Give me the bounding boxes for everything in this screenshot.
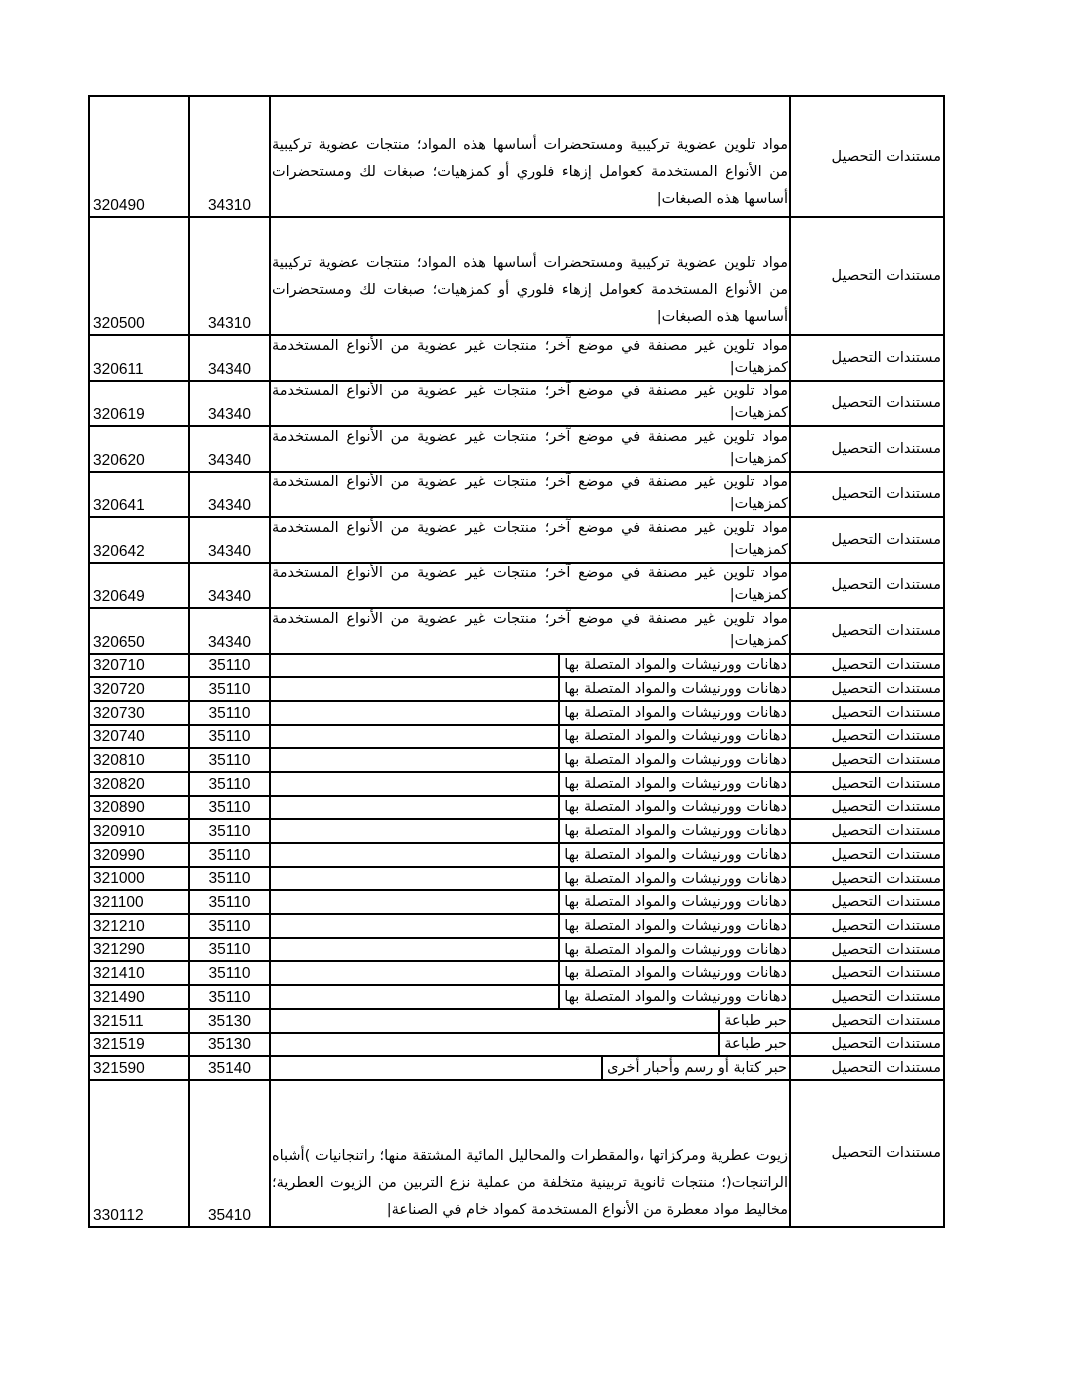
hs-code-cell: 320720 xyxy=(90,678,190,700)
description-cell xyxy=(271,218,791,334)
hs-code-cell: 321590 xyxy=(90,1057,190,1079)
table-row xyxy=(90,382,943,428)
document-type-cell xyxy=(791,655,943,677)
document-type-cell xyxy=(791,868,943,890)
description-cell xyxy=(271,1081,791,1226)
description-cell xyxy=(271,655,791,677)
hs-code-cell: 320620 xyxy=(90,427,190,471)
document-type-cell xyxy=(791,97,943,216)
description-text: مواد تلوين غير مصنفة في موضع آخر؛ منتجات غير عضوية من الأنواع المستخدمة كمزهيات | xyxy=(272,518,788,562)
description-text: دهانات وورنيشات والمواد المتصلة بها xyxy=(558,773,788,795)
hs-code-cell: 320820 xyxy=(90,773,190,795)
table-row xyxy=(90,939,943,963)
hs-code-cell: 321511 xyxy=(90,1010,190,1032)
category-code-cell: 35110 xyxy=(190,702,271,724)
description-cell xyxy=(271,986,791,1008)
hs-code-cell: 320642 xyxy=(90,518,190,562)
category-code-cell: 35140 xyxy=(190,1057,271,1079)
description-text: دهانات وورنيشات والمواد المتصلة بها xyxy=(558,702,788,724)
document-type-cell xyxy=(791,427,943,471)
table-row xyxy=(90,97,943,218)
document-type-text: مستندات التحصيل xyxy=(831,823,941,840)
document-type-cell xyxy=(791,986,943,1008)
document-type-text: مستندات التحصيل xyxy=(831,941,941,958)
table-row xyxy=(90,820,943,844)
category-code-cell: 34340 xyxy=(190,564,271,608)
description-text: دهانات وورنيشات والمواد المتصلة بها xyxy=(558,678,788,700)
description-cell xyxy=(271,915,791,937)
hs-code-cell: 320990 xyxy=(90,844,190,866)
description-cell xyxy=(271,1010,791,1032)
hs-code-cell: 321100 xyxy=(90,891,190,913)
document-type-text: مستندات التحصيل xyxy=(831,486,941,503)
category-code-cell: 34340 xyxy=(190,427,271,471)
category-code-cell: 35110 xyxy=(190,939,271,961)
table-row xyxy=(90,962,943,986)
document-type-cell xyxy=(791,939,943,961)
document-type-cell xyxy=(791,891,943,913)
category-code-cell: 34310 xyxy=(190,218,271,334)
description-cell xyxy=(271,518,791,562)
description-text: دهانات وورنيشات والمواد المتصلة بها xyxy=(558,726,788,748)
document-type-text: مستندات التحصيل xyxy=(831,704,941,721)
document-type-text: مستندات التحصيل xyxy=(831,775,941,792)
hs-code-cell: 320740 xyxy=(90,726,190,748)
hs-codes-table xyxy=(88,95,945,1228)
table-row xyxy=(90,1034,943,1058)
category-code-cell: 35110 xyxy=(190,868,271,890)
document-type-text: مستندات التحصيل xyxy=(831,440,941,457)
description-cell xyxy=(271,773,791,795)
category-code-cell: 34340 xyxy=(190,336,271,380)
category-code-cell: 35410 xyxy=(190,1081,271,1226)
document-type-text: مستندات التحصيل xyxy=(831,894,941,911)
hs-code-cell: 320611 xyxy=(90,336,190,380)
table-row xyxy=(90,336,943,382)
hs-code-cell: 321490 xyxy=(90,986,190,1008)
description-cell xyxy=(271,797,791,819)
document-type-cell xyxy=(791,915,943,937)
description-text: مواد تلوين غير مصنفة في موضع آخر؛ منتجات غير عضوية من الأنواع المستخدمة كمزهيات | xyxy=(272,427,788,471)
description-cell xyxy=(271,891,791,913)
description-cell xyxy=(271,1034,791,1056)
document-type-cell xyxy=(791,218,943,334)
document-type-text: مستندات التحصيل xyxy=(831,681,941,698)
description-text: حبر كتابة أو رسم وأحبار أخرى xyxy=(601,1057,788,1079)
table-row xyxy=(90,518,943,564)
table-row xyxy=(90,891,943,915)
description-text: دهانات وورنيشات والمواد المتصلة بها xyxy=(558,939,788,961)
document-type-text: مستندات التحصيل xyxy=(831,917,941,934)
table-row xyxy=(90,473,943,519)
document-type-text: مستندات التحصيل xyxy=(831,1012,941,1029)
document-type-text: مستندات التحصيل xyxy=(831,965,941,982)
table-row xyxy=(90,564,943,610)
hs-code-cell: 320890 xyxy=(90,797,190,819)
document-type-cell xyxy=(791,473,943,517)
category-code-cell: 35130 xyxy=(190,1034,271,1056)
document-type-cell xyxy=(791,962,943,984)
document-type-cell xyxy=(791,1081,943,1226)
category-code-cell: 35110 xyxy=(190,797,271,819)
document-type-cell xyxy=(791,820,943,842)
description-cell xyxy=(271,726,791,748)
table-row xyxy=(90,678,943,702)
document-type-text: مستندات التحصيل xyxy=(831,1060,941,1077)
description-cell xyxy=(271,868,791,890)
description-text: مواد تلوين غير مصنفة في موضع آخر؛ منتجات غير عضوية من الأنواع المستخدمة كمزهيات | xyxy=(272,564,788,608)
description-text: دهانات وورنيشات والمواد المتصلة بها xyxy=(558,749,788,771)
table-row xyxy=(90,1010,943,1034)
table-row xyxy=(90,868,943,892)
category-code-cell: 35110 xyxy=(190,678,271,700)
document-type-text: مستندات التحصيل xyxy=(831,622,941,639)
category-code-cell: 35110 xyxy=(190,749,271,771)
category-code-cell: 35110 xyxy=(190,986,271,1008)
category-code-cell: 35130 xyxy=(190,1010,271,1032)
description-cell xyxy=(271,564,791,608)
document-type-cell xyxy=(791,382,943,426)
description-cell xyxy=(271,820,791,842)
document-type-cell xyxy=(791,564,943,608)
description-cell xyxy=(271,702,791,724)
description-cell xyxy=(271,939,791,961)
category-code-cell: 34340 xyxy=(190,609,271,653)
hs-code-cell: 321000 xyxy=(90,868,190,890)
document-type-cell xyxy=(791,773,943,795)
hs-code-cell: 320619 xyxy=(90,382,190,426)
description-cell xyxy=(271,1057,791,1079)
document-type-text: مستندات التحصيل xyxy=(831,577,941,594)
description-cell xyxy=(271,844,791,866)
table-row xyxy=(90,844,943,868)
description-text: دهانات وورنيشات والمواد المتصلة بها xyxy=(558,655,788,677)
hs-code-cell: 320810 xyxy=(90,749,190,771)
description-cell xyxy=(271,609,791,653)
document-type-cell xyxy=(791,1010,943,1032)
description-text: دهانات وورنيشات والمواد المتصلة بها xyxy=(558,962,788,984)
category-code-cell: 35110 xyxy=(190,915,271,937)
document-type-text: مستندات التحصيل xyxy=(831,349,941,366)
description-cell xyxy=(271,962,791,984)
document-type-cell xyxy=(791,702,943,724)
description-text: مواد تلوين غير مصنفة في موضع آخر؛ منتجات غير عضوية من الأنواع المستخدمة كمزهيات | xyxy=(272,609,788,653)
hs-code-cell: 320490 xyxy=(90,97,190,216)
category-code-cell: 34310 xyxy=(190,97,271,216)
table-row xyxy=(90,773,943,797)
hs-code-cell: 320641 xyxy=(90,473,190,517)
hs-code-cell: 321210 xyxy=(90,915,190,937)
hs-code-cell: 320650 xyxy=(90,609,190,653)
table-row xyxy=(90,702,943,726)
document-type-text: مستندات التحصيل xyxy=(831,728,941,745)
table-row xyxy=(90,726,943,750)
category-code-cell: 34340 xyxy=(190,382,271,426)
description-text: دهانات وورنيشات والمواد المتصلة بها xyxy=(558,891,788,913)
table-row xyxy=(90,218,943,336)
description-text: دهانات وورنيشات والمواد المتصلة بها xyxy=(558,844,788,866)
description-cell xyxy=(271,97,791,216)
document-type-text: مستندات التحصيل xyxy=(831,148,941,165)
description-cell xyxy=(271,336,791,380)
description-text: دهانات وورنيشات والمواد المتصلة بها xyxy=(558,915,788,937)
document-type-cell xyxy=(791,518,943,562)
table-row xyxy=(90,915,943,939)
table-row xyxy=(90,427,943,473)
category-code-cell: 34340 xyxy=(190,518,271,562)
document-type-cell xyxy=(791,609,943,653)
document-type-cell xyxy=(791,797,943,819)
document-type-cell xyxy=(791,678,943,700)
description-text: دهانات وورنيشات والمواد المتصلة بها xyxy=(558,868,788,890)
description-text: مواد تلوين عضوية تركيبية ومستحضرات أساسها هذه المواد؛ منتجات عضوية تركيبية من الأنواع المستخدمة كعوامل إزهاء فلوري أو كمزهيات؛ صبغات لك ومستحضرات أساسها هذه الصبغات | xyxy=(272,250,788,334)
table-row xyxy=(90,655,943,679)
document-type-text: مستندات التحصيل xyxy=(831,531,941,548)
description-text: مواد تلوين عضوية تركيبية ومستحضرات أساسها هذه المواد؛ منتجات عضوية تركيبية من الأنواع المستخدمة كعوامل إزهاء فلوري أو كمزهيات؛ صبغات لك ومستحضرات أساسها هذه الصبغات | xyxy=(272,132,788,216)
category-code-cell: 35110 xyxy=(190,962,271,984)
document-type-text: مستندات التحصيل xyxy=(831,988,941,1005)
document-type-cell xyxy=(791,336,943,380)
description-text: حبر طباعة xyxy=(718,1034,788,1056)
document-type-text: مستندات التحصيل xyxy=(831,846,941,863)
description-cell xyxy=(271,749,791,771)
description-cell xyxy=(271,678,791,700)
table-row xyxy=(90,797,943,821)
description-text: دهانات وورنيشات والمواد المتصلة بها xyxy=(558,797,788,819)
table-row xyxy=(90,609,943,655)
document-type-text: مستندات التحصيل xyxy=(831,268,941,284)
category-code-cell: 35110 xyxy=(190,844,271,866)
table-row xyxy=(90,1081,943,1226)
document-type-cell xyxy=(791,1057,943,1079)
document-type-cell xyxy=(791,844,943,866)
hs-code-cell: 320730 xyxy=(90,702,190,724)
category-code-cell: 35110 xyxy=(190,891,271,913)
description-text: مواد تلوين غير مصنفة في موضع آخر؛ منتجات غير عضوية من الأنواع المستخدمة كمزهيات | xyxy=(272,336,788,380)
description-cell xyxy=(271,382,791,426)
description-cell xyxy=(271,473,791,517)
hs-code-cell: 330112 xyxy=(90,1081,190,1226)
description-text: زيوت عطرية ومركزاتها ،والمقطرات والمحاليل المائية المشتقة منها؛ راتنجانيات )أشباه الراتنجات(؛ منتجات ثانوية تربينية متخلفة من عملية نزع التربين من الزيوت العطرية؛ مخاليط مواد معطرة من الأنواع المستخدمة كمواد خام في الصناعة | xyxy=(272,1143,788,1226)
category-code-cell: 35110 xyxy=(190,773,271,795)
document-type-cell xyxy=(791,726,943,748)
hs-code-cell: 320500 xyxy=(90,218,190,334)
description-text: مواد تلوين غير مصنفة في موضع آخر؛ منتجات غير عضوية من الأنواع المستخدمة كمزهيات | xyxy=(272,473,788,517)
document-type-cell xyxy=(791,1034,943,1056)
category-code-cell: 34340 xyxy=(190,473,271,517)
document-type-text: مستندات التحصيل xyxy=(831,799,941,816)
description-text: دهانات وورنيشات والمواد المتصلة بها xyxy=(558,820,788,842)
hs-code-cell: 320710 xyxy=(90,655,190,677)
document-type-text: مستندات التحصيل xyxy=(831,752,941,769)
document-type-text: مستندات التحصيل xyxy=(831,657,941,674)
hs-code-cell: 321290 xyxy=(90,939,190,961)
document-type-text: مستندات التحصيل xyxy=(831,870,941,887)
table-row xyxy=(90,1057,943,1081)
category-code-cell: 35110 xyxy=(190,726,271,748)
hs-code-cell: 321519 xyxy=(90,1034,190,1056)
table-row xyxy=(90,986,943,1010)
document-type-cell xyxy=(791,749,943,771)
hs-code-cell: 321410 xyxy=(90,962,190,984)
hs-code-cell: 320910 xyxy=(90,820,190,842)
description-text: حبر طباعة xyxy=(718,1010,788,1032)
table-row xyxy=(90,749,943,773)
description-text: دهانات وورنيشات والمواد المتصلة بها xyxy=(558,986,788,1008)
description-cell xyxy=(271,427,791,471)
document-type-text: مستندات التحصيل xyxy=(831,1145,941,1162)
category-code-cell: 35110 xyxy=(190,820,271,842)
document-type-text: مستندات التحصيل xyxy=(831,395,941,412)
description-text: مواد تلوين غير مصنفة في موضع آخر؛ منتجات غير عضوية من الأنواع المستخدمة كمزهيات | xyxy=(272,382,788,426)
document-type-text: مستندات التحصيل xyxy=(831,1036,941,1053)
category-code-cell: 35110 xyxy=(190,655,271,677)
hs-code-cell: 320649 xyxy=(90,564,190,608)
